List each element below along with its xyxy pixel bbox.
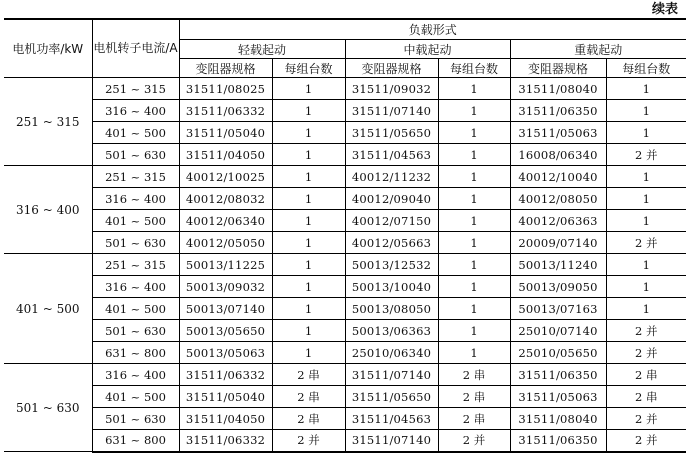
medium-spec-cell: 31511/09032 bbox=[345, 78, 438, 100]
light-count-cell: 1 bbox=[272, 298, 345, 320]
light-spec-cell: 31511/05040 bbox=[179, 122, 272, 144]
rotor-current-cell: 401 ~ 500 bbox=[92, 298, 179, 320]
light-count-cell: 1 bbox=[272, 122, 345, 144]
rotor-current-cell: 401 ~ 500 bbox=[92, 210, 179, 232]
rotor-current-cell: 316 ~ 400 bbox=[92, 276, 179, 298]
heavy-spec-cell: 40012/10040 bbox=[510, 166, 606, 188]
table-row bbox=[4, 386, 686, 408]
table-row bbox=[4, 408, 686, 430]
heavy-spec-cell: 40012/06363 bbox=[510, 210, 606, 232]
medium-count-cell: 1 bbox=[438, 144, 510, 166]
light-count-cell: 1 bbox=[272, 78, 345, 100]
heavy-count-cell: 1 bbox=[606, 210, 686, 232]
header-heavy-spec: 变阻器规格 bbox=[510, 59, 606, 78]
header-load-form: 负载形式 bbox=[179, 19, 686, 40]
heavy-count-cell: 2 并 bbox=[606, 430, 686, 452]
rotor-current-cell: 401 ~ 500 bbox=[92, 122, 179, 144]
heavy-count-cell: 2 串 bbox=[606, 364, 686, 386]
heavy-count-cell: 1 bbox=[606, 298, 686, 320]
medium-spec-cell: 25010/06340 bbox=[345, 342, 438, 364]
table-header bbox=[4, 19, 686, 78]
medium-spec-cell: 31511/05650 bbox=[345, 386, 438, 408]
table-row bbox=[4, 364, 686, 386]
medium-spec-cell: 31511/05650 bbox=[345, 122, 438, 144]
medium-count-cell: 1 bbox=[438, 210, 510, 232]
medium-spec-cell: 31511/07140 bbox=[345, 430, 438, 452]
heavy-count-cell: 2 串 bbox=[606, 386, 686, 408]
table-row bbox=[4, 188, 686, 210]
light-count-cell: 1 bbox=[272, 276, 345, 298]
motor-power-cell: 251 ~ 315 bbox=[4, 78, 92, 166]
heavy-spec-cell: 31511/05063 bbox=[510, 122, 606, 144]
medium-count-cell: 1 bbox=[438, 78, 510, 100]
medium-spec-cell: 50013/12532 bbox=[345, 254, 438, 276]
light-count-cell: 1 bbox=[272, 232, 345, 254]
header-group-medium: 中载起动 bbox=[345, 40, 510, 59]
table-row bbox=[4, 166, 686, 188]
rotor-current-cell: 251 ~ 315 bbox=[92, 254, 179, 276]
medium-count-cell: 1 bbox=[438, 276, 510, 298]
heavy-spec-cell: 31511/06350 bbox=[510, 430, 606, 452]
medium-count-cell: 2 并 bbox=[438, 430, 510, 452]
light-count-cell: 2 串 bbox=[272, 408, 345, 430]
table-row bbox=[4, 430, 686, 452]
medium-count-cell: 1 bbox=[438, 100, 510, 122]
light-count-cell: 1 bbox=[272, 188, 345, 210]
table-body bbox=[4, 78, 686, 452]
table-row bbox=[4, 232, 686, 254]
light-count-cell: 1 bbox=[272, 342, 345, 364]
light-count-cell: 2 并 bbox=[272, 430, 345, 452]
rotor-current-cell: 316 ~ 400 bbox=[92, 100, 179, 122]
header-light-count: 每组台数 bbox=[272, 59, 345, 78]
light-count-cell: 2 串 bbox=[272, 386, 345, 408]
heavy-spec-cell: 50013/07163 bbox=[510, 298, 606, 320]
heavy-spec-cell: 40012/08050 bbox=[510, 188, 606, 210]
medium-spec-cell: 50013/06363 bbox=[345, 320, 438, 342]
medium-spec-cell: 40012/09040 bbox=[345, 188, 438, 210]
light-spec-cell: 31511/06332 bbox=[179, 100, 272, 122]
table-row bbox=[4, 78, 686, 100]
header-medium-count: 每组台数 bbox=[438, 59, 510, 78]
rotor-current-cell: 316 ~ 400 bbox=[92, 364, 179, 386]
table-row bbox=[4, 276, 686, 298]
rotor-current-cell: 401 ~ 500 bbox=[92, 386, 179, 408]
header-group-light: 轻载起动 bbox=[179, 40, 345, 59]
heavy-spec-cell: 50013/11240 bbox=[510, 254, 606, 276]
rotor-current-cell: 501 ~ 630 bbox=[92, 232, 179, 254]
medium-count-cell: 2 串 bbox=[438, 386, 510, 408]
medium-count-cell: 1 bbox=[438, 298, 510, 320]
motor-power-cell: 401 ~ 500 bbox=[4, 254, 92, 364]
table-row bbox=[4, 122, 686, 144]
header-motor-power: 电机功率/kW bbox=[4, 19, 92, 78]
medium-spec-cell: 50013/08050 bbox=[345, 298, 438, 320]
rotor-current-cell: 316 ~ 400 bbox=[92, 188, 179, 210]
heavy-spec-cell: 25010/05650 bbox=[510, 342, 606, 364]
motor-power-cell: 316 ~ 400 bbox=[4, 166, 92, 254]
rotor-current-cell: 251 ~ 315 bbox=[92, 166, 179, 188]
motor-power-cell: 501 ~ 630 bbox=[4, 364, 92, 452]
medium-spec-cell: 50013/10040 bbox=[345, 276, 438, 298]
rotor-current-cell: 501 ~ 630 bbox=[92, 320, 179, 342]
light-spec-cell: 40012/08032 bbox=[179, 188, 272, 210]
heavy-count-cell: 1 bbox=[606, 276, 686, 298]
light-spec-cell: 31511/05040 bbox=[179, 386, 272, 408]
table-row bbox=[4, 144, 686, 166]
light-spec-cell: 50013/11225 bbox=[179, 254, 272, 276]
light-count-cell: 1 bbox=[272, 254, 345, 276]
light-count-cell: 1 bbox=[272, 100, 345, 122]
header-rotor-current: 电机转子电流/A bbox=[92, 19, 179, 78]
medium-count-cell: 2 串 bbox=[438, 364, 510, 386]
table-row bbox=[4, 342, 686, 364]
medium-spec-cell: 31511/07140 bbox=[345, 364, 438, 386]
table-row bbox=[4, 210, 686, 232]
light-spec-cell: 31511/06332 bbox=[179, 430, 272, 452]
heavy-count-cell: 2 并 bbox=[606, 408, 686, 430]
table-row bbox=[4, 100, 686, 122]
heavy-count-cell: 1 bbox=[606, 100, 686, 122]
medium-spec-cell: 31511/07140 bbox=[345, 100, 438, 122]
light-spec-cell: 31511/08025 bbox=[179, 78, 272, 100]
rotor-current-cell: 631 ~ 800 bbox=[92, 342, 179, 364]
heavy-count-cell: 1 bbox=[606, 78, 686, 100]
heavy-count-cell: 2 并 bbox=[606, 232, 686, 254]
resistor-selection-table bbox=[4, 18, 686, 453]
medium-count-cell: 1 bbox=[438, 342, 510, 364]
heavy-count-cell: 2 并 bbox=[606, 320, 686, 342]
medium-count-cell: 1 bbox=[438, 254, 510, 276]
heavy-spec-cell: 31511/08040 bbox=[510, 78, 606, 100]
heavy-spec-cell: 20009/07140 bbox=[510, 232, 606, 254]
heavy-count-cell: 1 bbox=[606, 188, 686, 210]
table-row bbox=[4, 254, 686, 276]
heavy-spec-cell: 31511/05063 bbox=[510, 386, 606, 408]
heavy-spec-cell: 25010/07140 bbox=[510, 320, 606, 342]
heavy-spec-cell: 31511/06350 bbox=[510, 100, 606, 122]
rotor-current-cell: 501 ~ 630 bbox=[92, 144, 179, 166]
heavy-count-cell: 2 并 bbox=[606, 342, 686, 364]
rotor-current-cell: 631 ~ 800 bbox=[92, 430, 179, 452]
medium-count-cell: 1 bbox=[438, 122, 510, 144]
table-row bbox=[4, 298, 686, 320]
rotor-current-cell: 501 ~ 630 bbox=[92, 408, 179, 430]
rotor-current-cell: 251 ~ 315 bbox=[92, 78, 179, 100]
medium-spec-cell: 31511/04563 bbox=[345, 144, 438, 166]
light-spec-cell: 31511/06332 bbox=[179, 364, 272, 386]
heavy-spec-cell: 31511/06350 bbox=[510, 364, 606, 386]
header-heavy-count: 每组台数 bbox=[606, 59, 686, 78]
heavy-count-cell: 2 并 bbox=[606, 144, 686, 166]
header-light-spec: 变阻器规格 bbox=[179, 59, 272, 78]
heavy-count-cell: 1 bbox=[606, 166, 686, 188]
light-count-cell: 2 串 bbox=[272, 364, 345, 386]
medium-spec-cell: 31511/04563 bbox=[345, 408, 438, 430]
medium-count-cell: 2 串 bbox=[438, 408, 510, 430]
medium-count-cell: 1 bbox=[438, 166, 510, 188]
light-count-cell: 1 bbox=[272, 210, 345, 232]
light-count-cell: 1 bbox=[272, 320, 345, 342]
light-spec-cell: 40012/06340 bbox=[179, 210, 272, 232]
heavy-count-cell: 1 bbox=[606, 122, 686, 144]
medium-spec-cell: 40012/07150 bbox=[345, 210, 438, 232]
light-count-cell: 1 bbox=[272, 144, 345, 166]
light-spec-cell: 40012/10025 bbox=[179, 166, 272, 188]
heavy-count-cell: 1 bbox=[606, 254, 686, 276]
heavy-spec-cell: 50013/09050 bbox=[510, 276, 606, 298]
light-spec-cell: 40012/05050 bbox=[179, 232, 272, 254]
medium-count-cell: 1 bbox=[438, 320, 510, 342]
heavy-spec-cell: 16008/06340 bbox=[510, 144, 606, 166]
table-row bbox=[4, 320, 686, 342]
light-spec-cell: 50013/05650 bbox=[179, 320, 272, 342]
medium-spec-cell: 40012/11232 bbox=[345, 166, 438, 188]
light-spec-cell: 31511/04050 bbox=[179, 408, 272, 430]
light-spec-cell: 31511/04050 bbox=[179, 144, 272, 166]
heavy-spec-cell: 31511/08040 bbox=[510, 408, 606, 430]
medium-spec-cell: 40012/05663 bbox=[345, 232, 438, 254]
light-spec-cell: 50013/09032 bbox=[179, 276, 272, 298]
medium-count-cell: 1 bbox=[438, 232, 510, 254]
light-spec-cell: 50013/07140 bbox=[179, 298, 272, 320]
light-spec-cell: 50013/05063 bbox=[179, 342, 272, 364]
table-caption: 续表 bbox=[651, 2, 678, 17]
light-count-cell: 1 bbox=[272, 166, 345, 188]
header-medium-spec: 变阻器规格 bbox=[345, 59, 438, 78]
header-group-heavy: 重载起动 bbox=[510, 40, 686, 59]
medium-count-cell: 1 bbox=[438, 188, 510, 210]
